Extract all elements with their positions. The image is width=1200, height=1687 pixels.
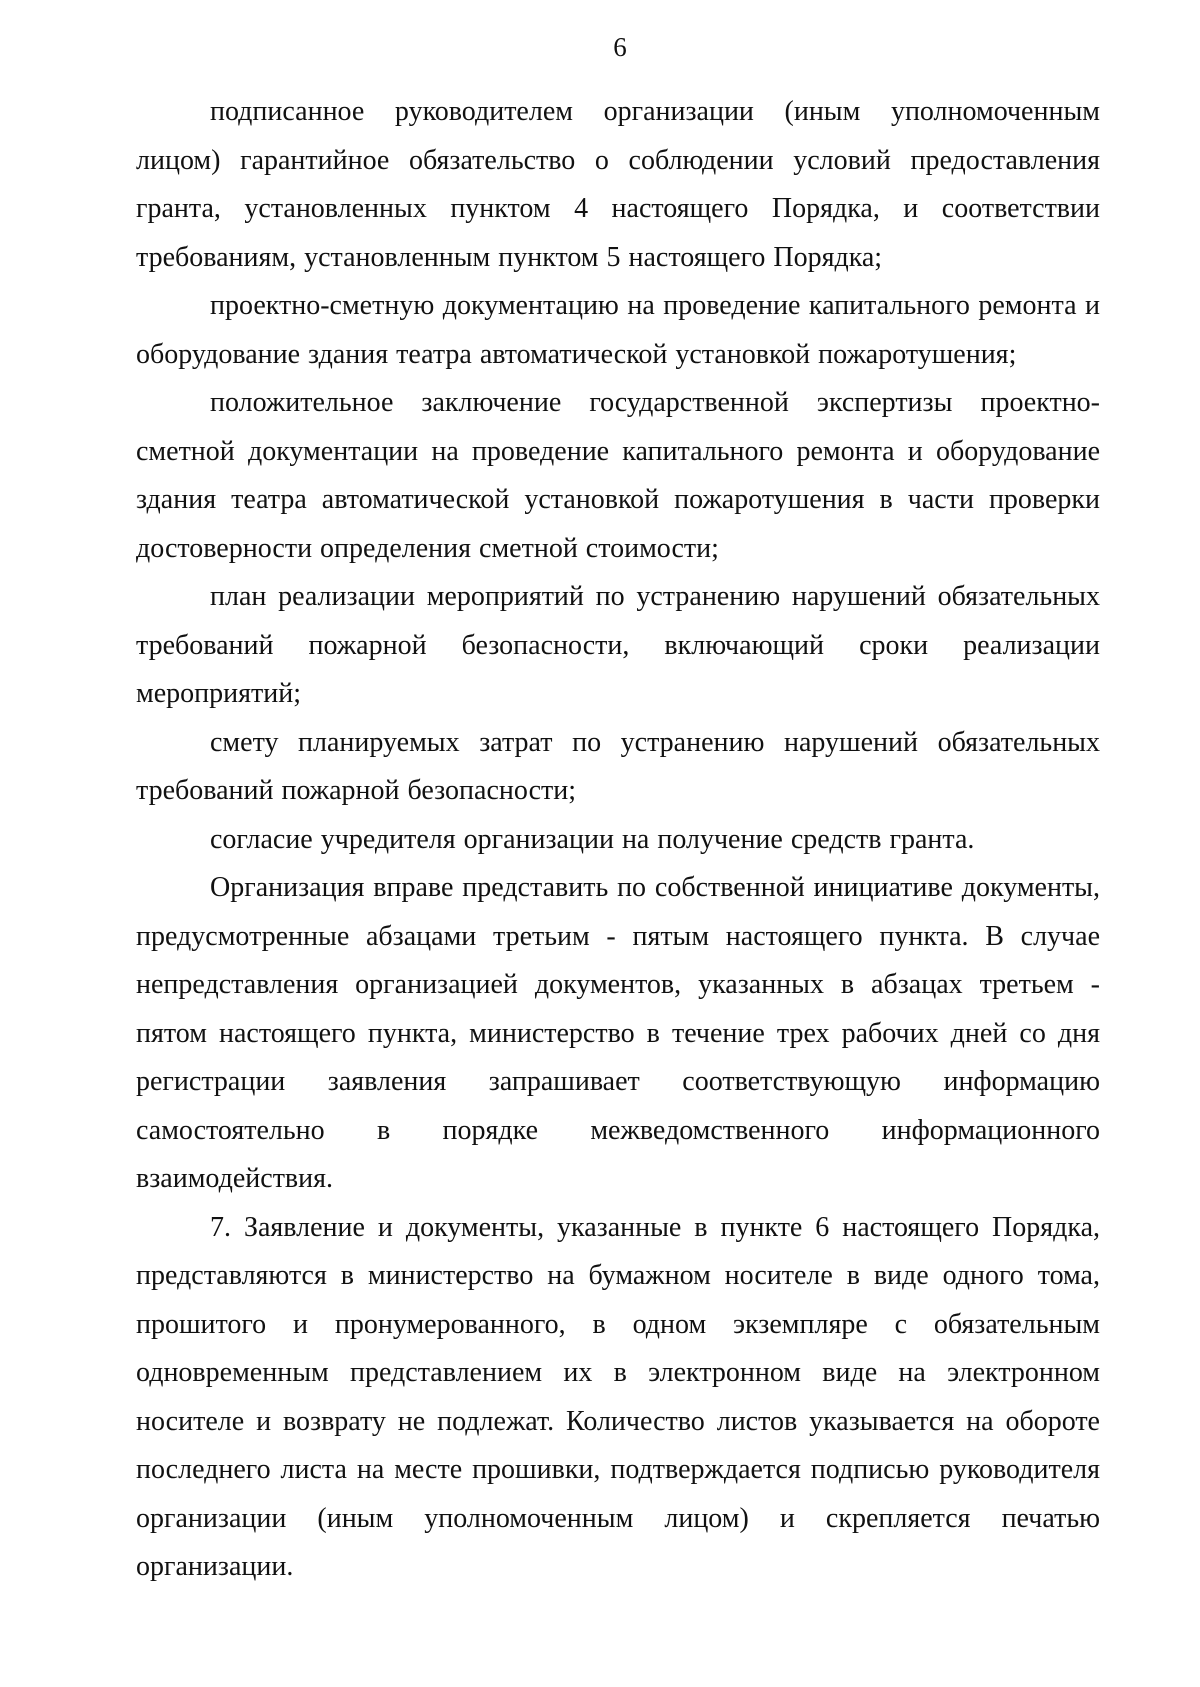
paragraph-cost-estimate: смету планируемых затрат по устранению нарушений обязательных требований пожарной безопасности; [136, 726, 1100, 806]
document-body [136, 88, 1100, 1592]
paragraph-expert-conclusion: положительное заключение государственной экспертизы проектно-сметной документации на проведение капитального ремонта и оборудование здания театра автоматической установкой пожаротушения в части проверки достоверности определения сметной стоимости; [136, 387, 1100, 564]
paragraph-item-7: 7. Заявление и документы, указанные в пункте 6 настоящего Порядка, представляются в министерство на бумажном носителе в виде одного тома, прошитого и пронумерованного, в одном экземпляре с обязательным одновременным представлением их в электронном виде на электронном носителе и возврату не подлежат. Количество листов указывается на обороте последнего листа на месте прошивки, подтверждается подписью руководителя организации (иным уполномоченным лицом) и скрепляется печатью организации. [136, 1211, 1100, 1582]
paragraph-founder-consent: согласие учредителя организации на получение средств гранта. [210, 823, 975, 855]
page-number: 6 [613, 32, 627, 62]
paragraph-guarantee-obligation: подписанное руководителем организации (иным уполномоченным лицом) гарантийное обязательство о соблюдении условий предоставления гранта, установленных пунктом 4 настоящего Порядка, и соответствии требованиям, установленным пунктом 5 настоящего Порядка; [136, 96, 1100, 273]
paragraph-implementation-plan: план реализации мероприятий по устранению нарушений обязательных требований пожарной безопасности, включающий сроки реализации мероприятий; [136, 581, 1100, 709]
paragraph-optional-documents: Организация вправе представить по собственной инициативе документы, предусмотренные абзацами третьим - пятым настоящего пункта. В случае непредставления организацией документов, указанных в абзацах третьем - пятом настоящего пункта, министерство в течение трех рабочих дней со дня регистрации заявления запрашивает соответствующую информацию самостоятельно в порядке межведомственного информационного взаимодействия. [136, 872, 1100, 1194]
paragraph-design-documentation: проектно-сметную документацию на проведение капитального ремонта и оборудование здания театра автоматической установкой пожаротушения; [136, 290, 1100, 370]
